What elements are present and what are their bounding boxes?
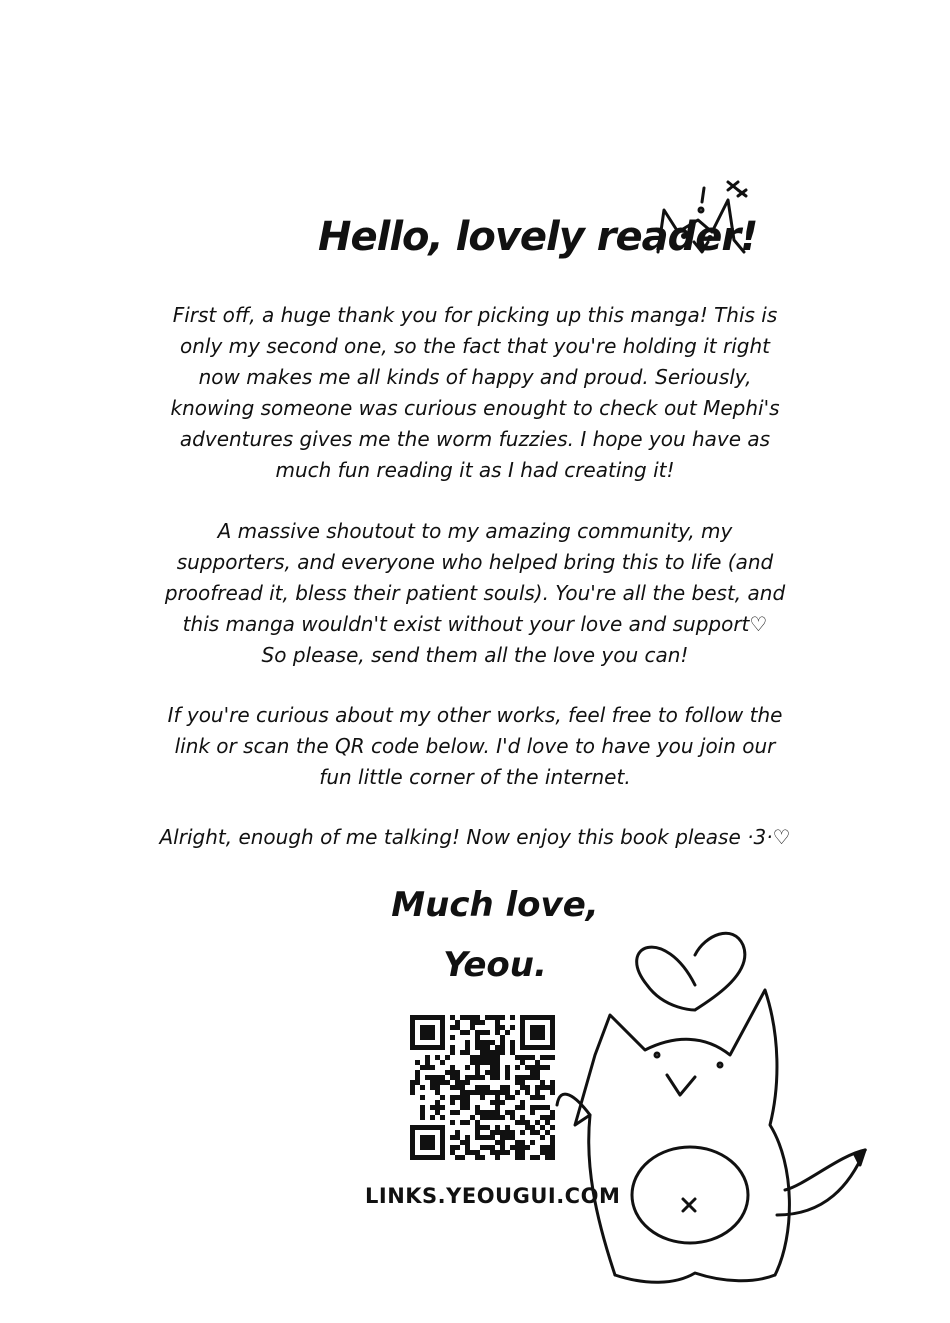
paragraph-closing	[95, 822, 855, 853]
text-line: First off, a huge thank you for picking up this manga! This is	[172, 303, 778, 327]
text-line: If you're curious about my other works, feel free to follow the	[167, 703, 783, 727]
paragraph-thanks	[95, 300, 855, 486]
paragraph-shoutout	[95, 516, 855, 671]
text-line: proofread it, bless their patient souls). You're all the best, and	[164, 581, 786, 605]
text-line: Alright, enough of me talking! Now enjoy this book please ·3·♡	[159, 825, 791, 849]
paragraph-links	[95, 700, 855, 793]
fox-doodle-icon	[650, 170, 760, 270]
text-line: much fun reading it as I had creating it!	[275, 458, 675, 482]
letter-title: Hello, lovely reader!	[318, 214, 758, 260]
text-line: supporters, and everyone who helped bring this to life (and	[176, 550, 774, 574]
text-line: knowing someone was curious enought to check out Mephi's	[170, 396, 780, 420]
signoff-line: Much love,	[391, 885, 599, 925]
text-line: this manga wouldn't exist without your love and support♡	[182, 612, 768, 636]
text-line: only my second one, so the fact that you're holding it right	[180, 334, 770, 358]
text-line: link or scan the QR code below. I'd love to have you join our	[174, 734, 776, 758]
text-line: A massive shoutout to my amazing community, my	[217, 519, 733, 543]
text-line: adventures gives me the worm fuzzies. I hope you have as	[179, 427, 771, 451]
qr-code-icon[interactable]	[410, 1015, 555, 1160]
website-link[interactable]: LINKS.YEOUGUI.COM	[365, 1184, 621, 1208]
text-line: now makes me all kinds of happy and proud. Seriously,	[198, 365, 752, 389]
signature: Yeou.	[443, 945, 547, 985]
text-line: fun little corner of the internet.	[319, 765, 631, 789]
text-line: So please, send them all the love you can!	[261, 643, 689, 667]
fox-heart-doodle-icon	[555, 915, 885, 1300]
